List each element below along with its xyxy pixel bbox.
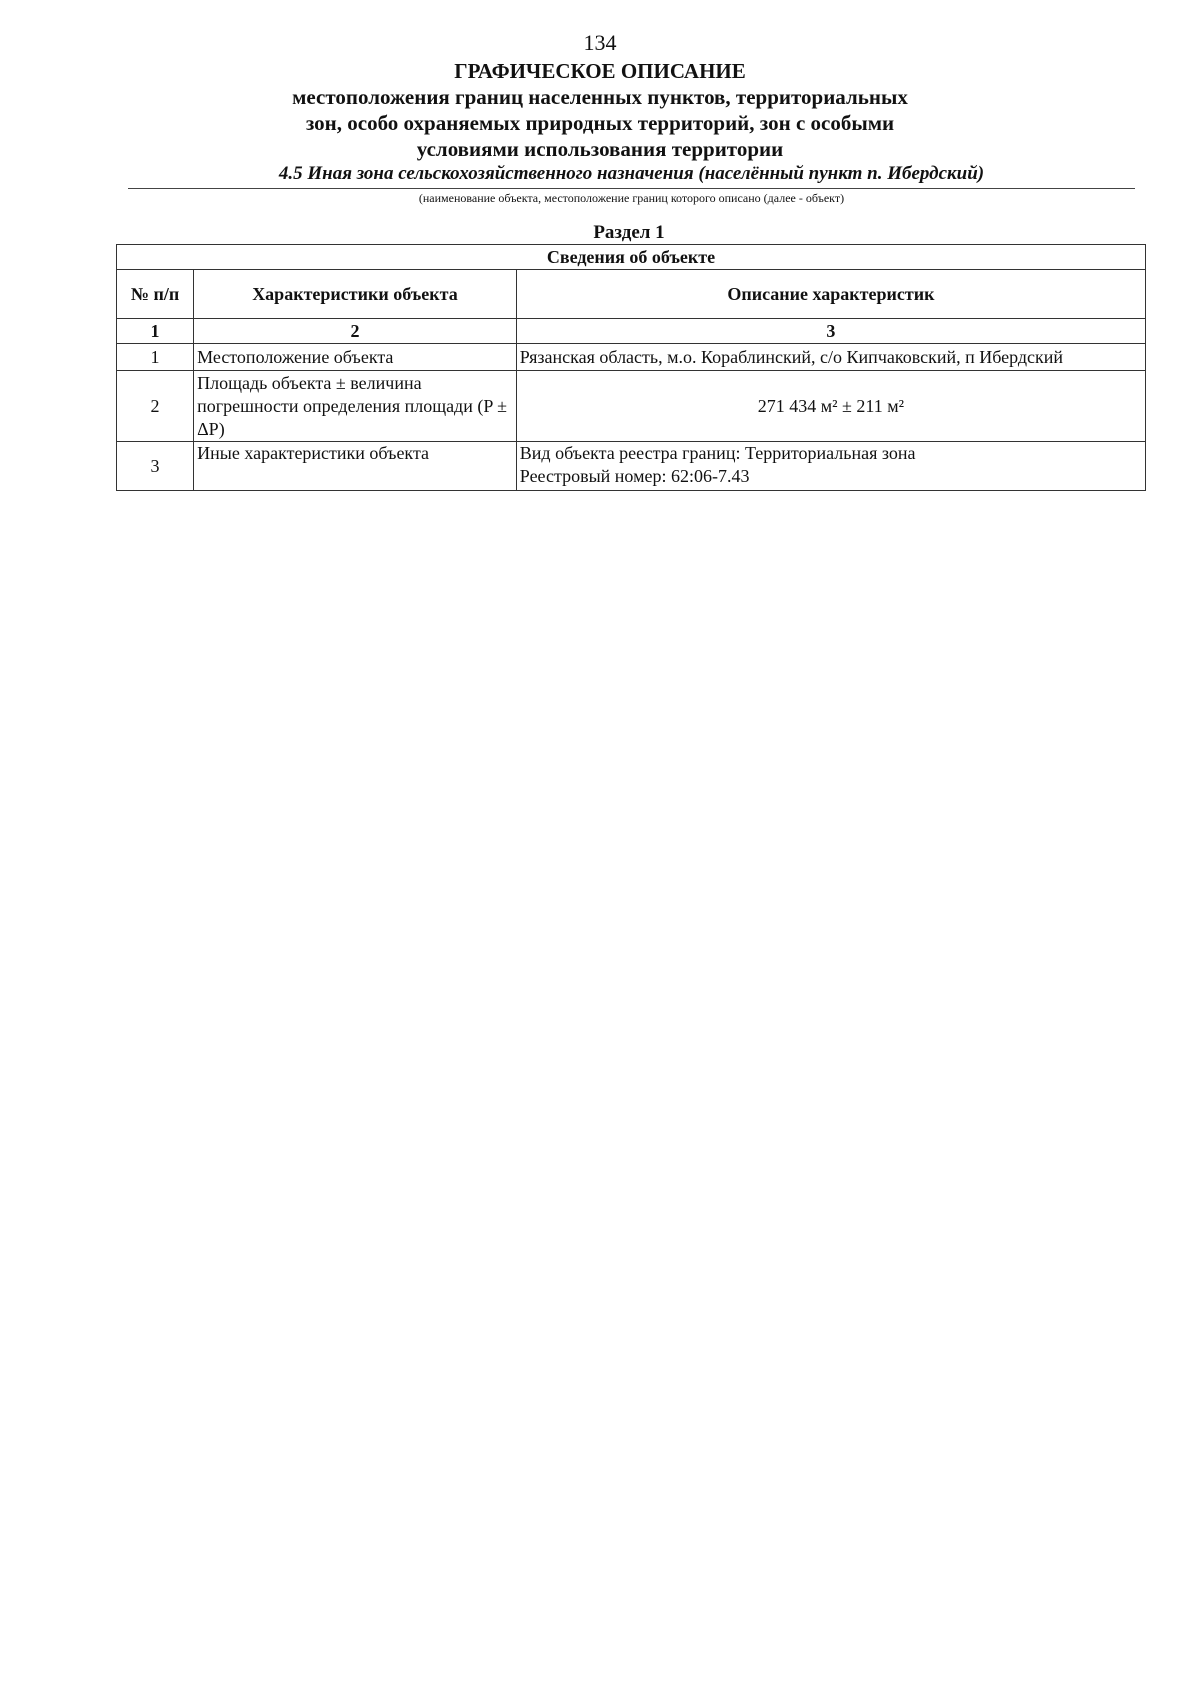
section-title: Раздел 1 [593,222,665,243]
row-characteristic: Местоположение объекта [194,344,517,371]
header-number: № п/п [117,270,194,319]
table-row [117,371,1146,442]
header-description: Описание характеристик [516,270,1145,319]
page-number: 134 [583,30,617,55]
heading-line-2: местоположения границ населенных пунктов, территориальных [292,85,908,109]
row-description-line: Реестровый номер: 62:06-7.43 [519,466,750,486]
header-characteristics: Характеристики объекта [194,270,517,319]
document-heading [0,58,1200,162]
table-row [117,442,1146,491]
row-characteristic: Иные характеристики объекта [194,442,517,491]
index-cell: 2 [194,319,517,344]
table-row [117,344,1146,371]
row-description: Рязанская область, м.о. Кораблинский, с/о Кипчаковский, п Ибердский [516,344,1145,371]
object-info-table [116,244,1146,491]
table-header-row [117,270,1146,319]
table-caption-row [117,245,1146,270]
heading-title: ГРАФИЧЕСКОЕ ОПИСАНИЕ [454,59,746,83]
object-name: 4.5 Иная зона сельскохозяйственного назначения (населённый пункт п. Ибердский) [278,163,985,184]
row-characteristic: Площадь объекта ± величина погрешности определения площади (P ± ΔP) [194,371,517,442]
object-name-underline [128,188,1135,189]
index-cell: 1 [117,319,194,344]
row-description: 271 434 м² ± 211 м² [516,371,1145,442]
row-description-line: Вид объекта реестра границ: Территориальная зона [519,443,916,463]
heading-line-3: зон, особо охраняемых природных территорий, зон с особыми [305,111,895,135]
row-description-cell [516,442,1145,491]
table-index-row [117,319,1146,344]
object-caption: (наименование объекта, местоположение границ которого описано (далее - объект) [418,191,845,205]
row-number: 3 [117,442,194,491]
row-number: 1 [117,344,194,371]
index-cell: 3 [516,319,1145,344]
table-caption: Сведения об объекте [117,245,1146,270]
heading-line-4: условиями использования территории [416,137,784,161]
row-number: 2 [117,371,194,442]
